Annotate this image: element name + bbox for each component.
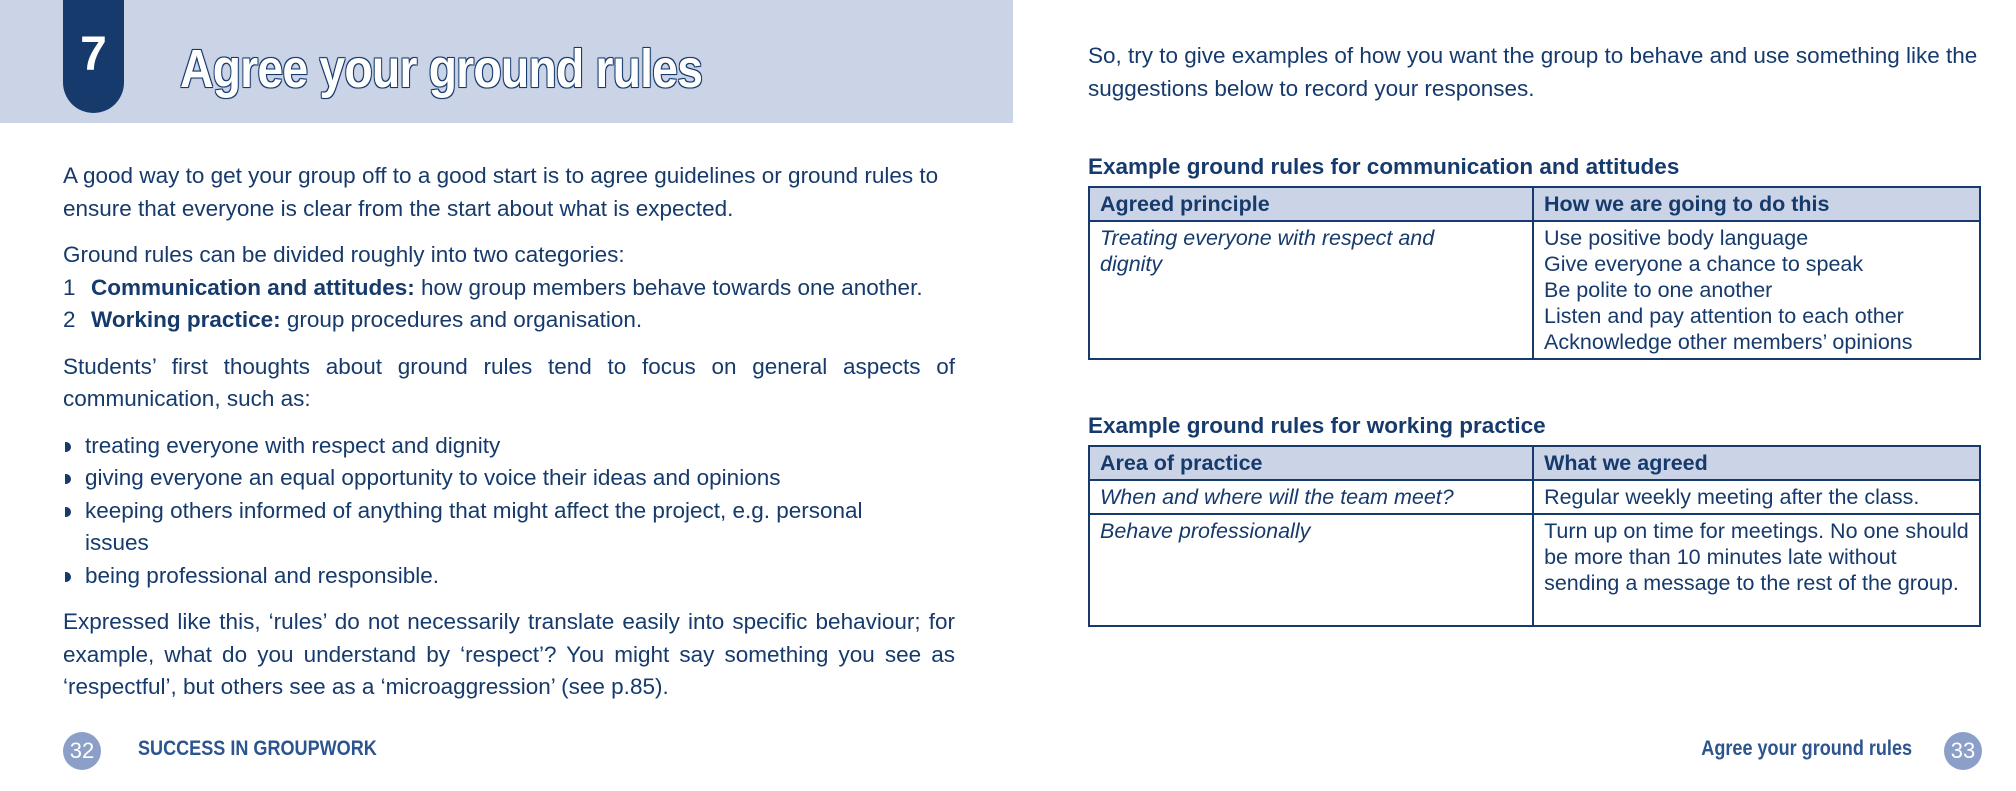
table-header: How we are going to do this	[1533, 187, 1980, 221]
list-number: 2	[63, 307, 76, 332]
chapter-number-tab	[63, 0, 124, 113]
chapter-title: Agree your ground rules	[180, 39, 703, 99]
categories-intro: Ground rules can be divided roughly into two categories:	[63, 242, 625, 267]
left-page-number: 32	[63, 732, 101, 770]
table-cell: Regular weekly meeting after the class.	[1533, 480, 1980, 514]
left-page-body	[63, 160, 955, 718]
table-cell: When and where will the team meet?	[1089, 480, 1533, 514]
expressed-paragraph: Expressed like this, ‘rules’ do not necessarily translate easily into specific behaviour; for example, what do you understand by ‘respect’? You might say something you see as ‘respectful’, but others see as a ‘microaggression’ (see p.85).	[63, 609, 955, 699]
category-desc: how group members behave towards one another.	[414, 274, 923, 300]
table-row	[1089, 514, 1980, 626]
table-header-row	[1089, 187, 1980, 221]
right-intro-paragraph: So, try to give examples of how you want the group to behave and use something like the suggestions below to record your responses.	[1088, 43, 1978, 101]
table-header: Agreed principle	[1089, 187, 1533, 221]
table-cell: Turn up on time for meetings. No one should be more than 10 minutes late without sending a message to the rest of the group.	[1533, 514, 1980, 626]
left-footer-title: SUCCESS IN GROUPWORK	[138, 737, 377, 760]
table-cell: Treating everyone with respect and dignity	[1089, 221, 1533, 359]
right-page-number: 33	[1944, 732, 1982, 770]
table-row	[1089, 221, 1980, 359]
bullet-icon	[65, 507, 71, 517]
table-row	[1089, 480, 1980, 514]
thoughts-paragraph: Students’ first thoughts about ground rules tend to focus on general aspects of communication, such as:	[63, 353, 955, 411]
category-desc: group procedures and organisation.	[280, 307, 643, 332]
categories-list	[63, 272, 955, 337]
communication-table	[1088, 186, 1981, 360]
list-item: giving everyone an equal opportunity to voice their ideas and opinions	[63, 462, 955, 495]
right-page-body	[1088, 40, 1983, 595]
right-footer-title: Agree your ground rules	[1701, 737, 1912, 760]
bullet-icon	[65, 474, 71, 484]
table-header-row	[1089, 446, 1980, 480]
bullet-list	[63, 430, 955, 593]
list-number: 1	[63, 274, 76, 300]
table-cell: Behave professionally	[1089, 514, 1533, 626]
table-header: What we agreed	[1533, 446, 1980, 480]
category-term: Communication and attitudes:	[91, 274, 415, 300]
table2-title: Example ground rules for working practice	[1088, 413, 1546, 438]
list-item: keeping others informed of anything that might affect the project, e.g. personal issues	[63, 495, 955, 560]
list-item	[63, 272, 955, 305]
list-item: being professional and responsible.	[63, 560, 955, 593]
working-practice-table	[1088, 445, 1981, 627]
category-term: Working practice:	[91, 307, 281, 332]
list-item: treating everyone with respect and dignity	[63, 430, 955, 463]
table-cell: Use positive body language Give everyone a chance to speak Be polite to one another Listen and pay attention to each other Acknowledge other members’ opinions	[1533, 221, 1980, 359]
table-header: Area of practice	[1089, 446, 1533, 480]
intro-paragraph: A good way to get your group off to a good start is to agree guidelines or ground rules to ensure that everyone is clear from the start about what is expected.	[63, 163, 939, 221]
chapter-number: 7	[80, 28, 107, 81]
bullet-icon	[65, 442, 71, 452]
bullet-icon	[65, 572, 71, 582]
table1-title: Example ground rules for communication and attitudes	[1088, 154, 1680, 179]
list-item	[63, 304, 955, 337]
